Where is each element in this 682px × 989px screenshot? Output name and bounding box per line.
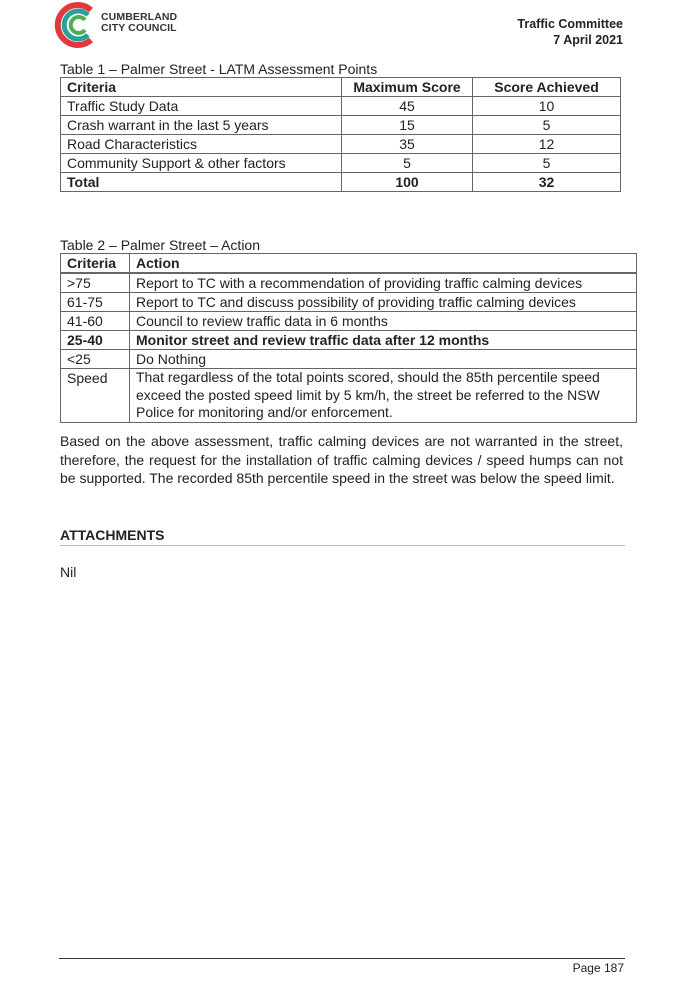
table-cell: <25: [61, 350, 130, 369]
column-header: Criteria: [61, 254, 130, 274]
table-cell: Speed: [61, 369, 130, 423]
table-cell: Road Characteristics: [61, 135, 342, 154]
table-cell: 41-60: [61, 312, 130, 331]
table-cell: 61-75: [61, 293, 130, 312]
table-cell: 5: [473, 154, 621, 173]
table-row: [61, 293, 637, 312]
table-cell: 5: [473, 116, 621, 135]
table-cell: 32: [473, 173, 621, 192]
table-cell: Report to TC and discuss possibility of providing traffic calming devices: [130, 293, 637, 312]
action-table: [60, 253, 637, 423]
table-cell: Do Nothing: [130, 350, 637, 369]
table-row: [61, 369, 637, 423]
table-header-row: [61, 254, 637, 274]
column-header: Action: [130, 254, 637, 274]
table2-caption: Table 2 – Palmer Street – Action: [60, 237, 260, 253]
table-row: [61, 135, 621, 154]
council-name: [101, 12, 177, 34]
column-header: Criteria: [61, 78, 342, 97]
table-row: [61, 350, 637, 369]
attachments-heading: ATTACHMENTS: [60, 527, 625, 546]
table-cell: 15: [342, 116, 473, 135]
footer-divider: [59, 958, 625, 959]
table1-caption: Table 1 – Palmer Street - LATM Assessment Points: [60, 61, 378, 77]
committee-name: Traffic Committee: [517, 17, 623, 31]
table-cell: 45: [342, 97, 473, 116]
total-row: [61, 173, 621, 192]
table-cell: 35: [342, 135, 473, 154]
table-row: [61, 116, 621, 135]
table-cell: 10: [473, 97, 621, 116]
table-cell: 100: [342, 173, 473, 192]
assessment-paragraph: Based on the above assessment, traffic calming devices are not warranted in the street, therefore, the request for the installation of traffic calming devices / speed humps can not be supported. The recorded 85th percentile speed in the street was below the speed limit.: [60, 433, 623, 486]
council-logo-mark: [53, 0, 103, 50]
table-cell: Council to review traffic data in 6 months: [130, 312, 637, 331]
table-cell: Total: [61, 173, 342, 192]
table-header-row: [61, 78, 621, 97]
page-number: Page 187: [572, 961, 624, 975]
table-row: [61, 97, 621, 116]
table-row-highlighted: [61, 331, 637, 350]
table-cell: Community Support & other factors: [61, 154, 342, 173]
table-cell: 25-40: [61, 331, 130, 350]
table-cell: Report to TC with a recommendation of providing traffic calming devices: [130, 273, 637, 293]
column-header: Score Achieved: [473, 78, 621, 97]
document-header: [517, 16, 623, 48]
table-cell: Crash warrant in the last 5 years: [61, 116, 342, 135]
table-row: [61, 312, 637, 331]
table-cell: 12: [473, 135, 621, 154]
table-cell: 5: [342, 154, 473, 173]
table-cell: That regardless of the total points scored, should the 85th percentile speed exceed the posted speed limit by 5 km/h, the street be referred to the NSW Police for monitoring and/or enforcement.: [130, 369, 637, 423]
attachments-value: Nil: [60, 564, 77, 580]
assessment-points-table: [60, 77, 621, 192]
column-header: Maximum Score: [342, 78, 473, 97]
council-name-line2: CITY COUNCIL: [101, 22, 177, 34]
table-row: [61, 273, 637, 293]
table-cell: Monitor street and review traffic data after 12 months: [130, 331, 637, 350]
meeting-date: 7 April 2021: [553, 33, 623, 47]
council-name-line1: CUMBERLAND: [101, 11, 178, 23]
table-cell: >75: [61, 273, 130, 293]
table-row: [61, 154, 621, 173]
table-cell: Traffic Study Data: [61, 97, 342, 116]
